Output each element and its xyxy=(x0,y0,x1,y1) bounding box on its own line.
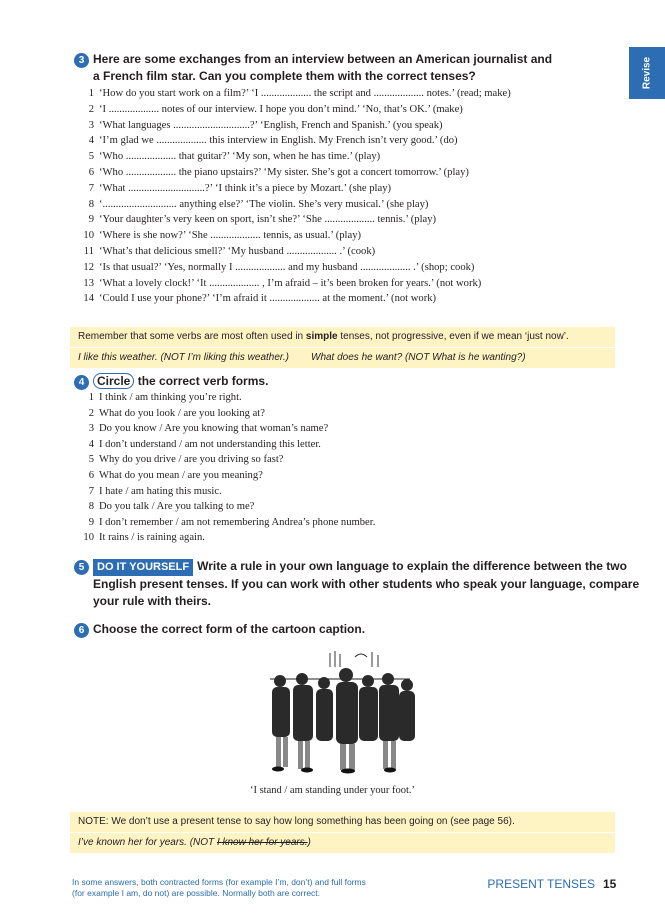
list-item: 10 ‘Where is she now?’ ‘She ................... tennis, as usual.’ (play) xyxy=(83,230,362,242)
page-number: 15 xyxy=(603,877,617,891)
list-item[interactable]: 7 I hate / am hating this music. xyxy=(88,485,222,497)
exercise-5-line1: DO IT YOURSELF Write a rule in your own language to explain the difference between the two xyxy=(93,558,627,576)
exercise-6-number: 6 xyxy=(74,623,89,638)
exercise-5-line2: English present tenses. If you can work with other students who speak your language, compare xyxy=(93,577,640,591)
list-item[interactable]: 2 What do you look / are you looking at? xyxy=(88,407,265,419)
list-item: 13 ‘What a lovely clock!’ ‘It ................... , I’m afraid – it’s been broken for years.’ (not work) xyxy=(83,277,482,289)
exercise-4-number: 4 xyxy=(74,375,89,390)
footnote: In some answers, both contracted forms (for example I’m, don’t) and full forms (for example I am, do not) are possible. Normally both are correct. xyxy=(72,877,366,898)
note-line2: I’ve known her for years. (NOT I know her for years.) xyxy=(78,837,311,848)
grammar-note-how-long xyxy=(70,812,615,853)
cartoon-caption: ‘I stand / am standing under your foot.’ xyxy=(249,785,416,796)
crowd-cartoon-illustration xyxy=(260,649,418,775)
list-item[interactable]: 8 Do you talk / Are you talking to me? xyxy=(88,501,255,513)
list-item: 4 ‘I’m glad we ................... this interview in English. My French isn’t very good.’ (do) xyxy=(88,135,458,147)
list-item: 14 ‘Could I use your phone?’ ‘I’m afraid it ................... at the moment.’ (not work) xyxy=(83,293,437,305)
list-item: 9 ‘Your daughter’s very keen on sport, isn’t she?’ ‘She ................... tennis.’ (play) xyxy=(88,214,437,226)
list-item: 8 ‘............................ anything else?’ ‘The violin. She’s very musical.’ (she play) xyxy=(88,198,429,210)
list-item: 3 ‘What languages .............................?’ ‘English, French and Spanish.’ (you speak) xyxy=(88,119,443,131)
exercise-3-number: 3 xyxy=(74,53,89,68)
side-tab-revise[interactable] xyxy=(629,47,665,99)
list-item[interactable]: 6 What do you mean / are you meaning? xyxy=(88,469,263,481)
do-it-yourself-badge: DO IT YOURSELF xyxy=(93,559,193,576)
grammar-note-simple-tenses xyxy=(70,327,615,368)
exercise-5-number: 5 xyxy=(74,560,89,575)
list-item: 12 ‘Is that usual?’ ‘Yes, normally I ................... and my husband ................... .’ (shop; cook) xyxy=(83,261,475,273)
list-item[interactable]: 5 Why do you drive / are you driving so fast? xyxy=(88,454,284,466)
note-line2: I like this weather. (NOT I’m liking this weather.) What does he want? (NOT What is he wanting?) xyxy=(78,352,526,363)
exercise-4-list xyxy=(80,390,375,546)
exercise-3-list xyxy=(80,86,511,307)
list-item[interactable]: 3 Do you know / Are you knowing that woman’s name? xyxy=(88,423,329,435)
exercise-6-instruction: Choose the correct form of the cartoon caption. xyxy=(93,622,366,636)
list-item: 7 ‘What .............................?’ ‘I think it’s a piece by Mozart.’ (she play) xyxy=(88,182,392,194)
list-item[interactable]: 1 I think / am thinking you’re right. xyxy=(88,392,242,403)
section-title: PRESENT TENSES xyxy=(487,877,595,891)
list-item[interactable]: 9 I don’t remember / am not remembering Andrea’s phone number. xyxy=(88,516,376,528)
circle-word: Circle xyxy=(93,373,134,389)
list-item: 1 ‘How do you start work on a film?’ ‘I ................... the script and ................... notes.’ (read; make) xyxy=(88,88,511,99)
list-item[interactable]: 4 I don’t understand / am not understanding this letter. xyxy=(88,438,321,450)
list-item: 5 ‘Who ................... that guitar?’ ‘My son, when he has time.’ (play) xyxy=(88,151,381,163)
note-line1: NOTE: We don’t use a present tense to say how long something has been going on (see page 56). xyxy=(70,812,615,833)
exercise-3-instruction-line2: a French film star. Can you complete them with the correct tenses? xyxy=(93,69,476,83)
side-tab-label: Revise xyxy=(641,56,653,90)
exercise-4-instruction: Circle the correct verb forms. xyxy=(93,373,268,390)
list-item: 6 ‘Who ................... the piano upstairs?’ ‘My sister. She’s got a concert tomorrow.’ (play) xyxy=(88,166,469,178)
exercise-5-line3: your rule with theirs. xyxy=(93,594,212,608)
list-item: 2 ‘I ................... notes of our interview. I hope you don’t mind.’ ‘No, that’s OK.’ (make) xyxy=(88,103,463,115)
exercise-3-instruction-line1: Here are some exchanges from an interview between an American journalist and xyxy=(93,52,553,66)
list-item[interactable]: 10 It rains / is raining again. xyxy=(83,532,205,544)
list-item: 11 ‘What’s that delicious smell?’ ‘My husband ................... .’ (cook) xyxy=(83,245,376,257)
note-line1: Remember that some verbs are most often used in simple tenses, not progressive, even if we mean ‘just now’. xyxy=(70,327,615,348)
